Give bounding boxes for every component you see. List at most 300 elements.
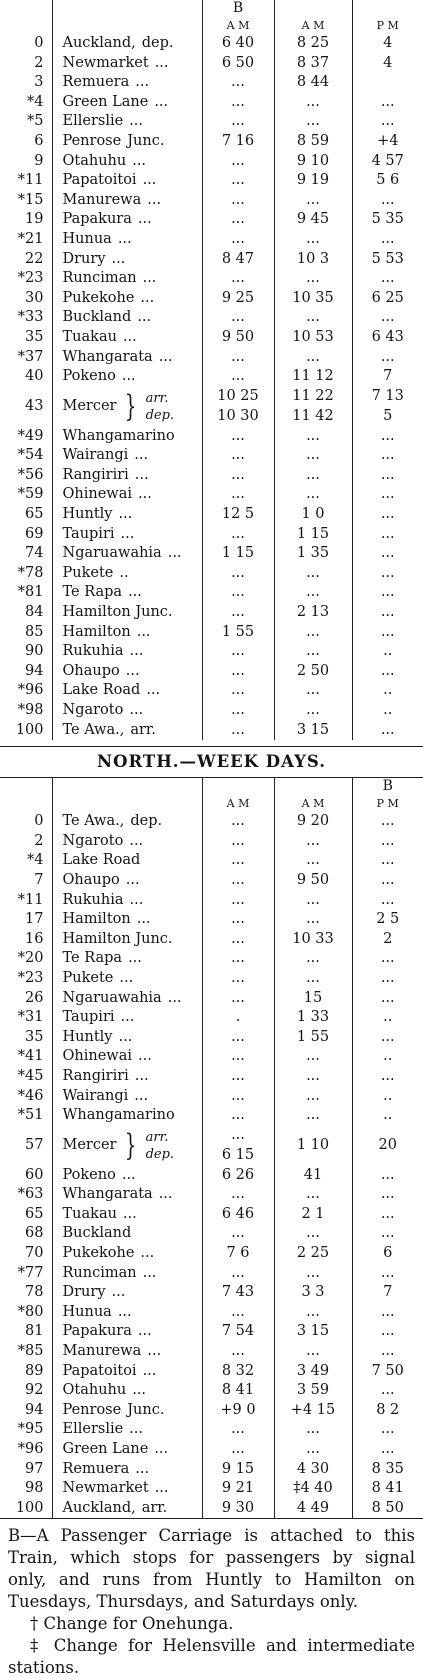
station-name: Hamilton <box>63 624 131 640</box>
time-col-2: 1 35 <box>274 544 352 564</box>
time-col-3: ... <box>352 308 423 328</box>
timetable-row <box>0 485 423 505</box>
mercer-time-col-1 <box>202 1126 274 1166</box>
station-cell <box>52 544 202 564</box>
time-col-3: ... <box>352 969 423 989</box>
time-col-1: ... <box>202 701 274 721</box>
mileage: 97 <box>0 1460 52 1480</box>
time-col-1: ... <box>202 989 274 1009</box>
station-suffix: ... <box>143 172 157 188</box>
time-col-1: 9 15 <box>202 1460 274 1480</box>
time-col-3: .. <box>352 642 423 662</box>
time-col-3: ... <box>352 1440 423 1460</box>
station-suffix: ... <box>147 1343 161 1359</box>
time-col-1: ... <box>202 969 274 989</box>
station-name: Hamilton Junc. <box>63 931 173 947</box>
station-cell <box>52 1499 202 1519</box>
station-cell <box>52 485 202 505</box>
time-col-1: ... <box>202 1047 274 1067</box>
mileage: 40 <box>0 367 52 387</box>
station-name: Drury <box>63 251 106 267</box>
station-suffix: ... <box>122 368 136 384</box>
mileage: 90 <box>0 642 52 662</box>
station-cell <box>52 583 202 603</box>
station-suffix: ... <box>137 309 151 325</box>
station-cell <box>52 1381 202 1401</box>
mercer-time-col-3 <box>352 1126 423 1166</box>
timetable-row <box>0 812 423 832</box>
mercer-time-col-1 <box>202 387 274 427</box>
timetable-row <box>0 93 423 113</box>
mileage: *15 <box>0 191 52 211</box>
time-col-3: 5 53 <box>352 250 423 270</box>
station-name: Buckland <box>63 1225 132 1241</box>
station-suffix: ... <box>138 1048 152 1064</box>
time-col-2: 9 50 <box>274 871 352 891</box>
station-cell <box>52 891 202 911</box>
time-col-3: ... <box>352 1166 423 1186</box>
time-col-1: 1 55 <box>202 623 274 643</box>
station-cell <box>52 230 202 250</box>
station-cell <box>52 250 202 270</box>
station-suffix: ... <box>119 970 133 986</box>
timetable-row <box>0 851 423 871</box>
mileage: 92 <box>0 1381 52 1401</box>
timetable-row <box>0 1067 423 1087</box>
station-cell <box>52 1264 202 1284</box>
mileage: 2 <box>0 832 52 852</box>
time-col-1: ... <box>202 427 274 447</box>
time-col-2: ... <box>274 1264 352 1284</box>
mercer-row <box>0 1126 423 1166</box>
time-col-3: .. <box>352 1008 423 1028</box>
station-suffix: ... <box>129 113 143 129</box>
station-cell <box>52 308 202 328</box>
station-cell <box>52 721 202 741</box>
station-cell <box>52 34 202 54</box>
time-col-3: 8 50 <box>352 1499 423 1519</box>
time-col-1: ... <box>202 485 274 505</box>
mileage: *11 <box>0 171 52 191</box>
mileage: *56 <box>0 466 52 486</box>
station-name: Pukekohe <box>63 1245 135 1261</box>
time-col-1: ... <box>202 930 274 950</box>
time-col-3: 4 <box>352 34 423 54</box>
time-col-1: ... <box>202 642 274 662</box>
station-cell <box>52 1479 202 1499</box>
time-col-3: ... <box>352 1205 423 1225</box>
mileage: 94 <box>0 662 52 682</box>
time-col-1: 6 40 <box>202 34 274 54</box>
timetable-row <box>0 348 423 368</box>
timetable-row <box>0 1460 423 1480</box>
station-suffix: ... <box>130 643 144 659</box>
station-cell <box>52 210 202 230</box>
time-col-1: ... <box>202 832 274 852</box>
time-col-3: ... <box>352 485 423 505</box>
north-header-am-2: A M <box>274 795 352 812</box>
time-col-3: ... <box>352 1342 423 1362</box>
time-col-2: ... <box>274 1420 352 1440</box>
mileage: *4 <box>0 851 52 871</box>
station-suffix: ... <box>135 74 149 90</box>
arr-time: 7 13 <box>353 387 423 407</box>
mileage: 9 <box>0 152 52 172</box>
station-name: Whangamarino <box>63 428 175 444</box>
time-col-3: ... <box>352 949 423 969</box>
station-name: Pukete <box>63 970 114 986</box>
time-col-3: ... <box>352 1224 423 1244</box>
station-cell <box>52 427 202 447</box>
south-flag-b: B <box>202 0 274 17</box>
station-cell <box>52 1303 202 1323</box>
station-cell <box>52 171 202 191</box>
station-suffix: Junc. <box>127 133 164 149</box>
timetable-row <box>0 230 423 250</box>
time-col-1: ... <box>202 1067 274 1087</box>
brace-glyph: } <box>124 392 135 422</box>
arr-time: 10 25 <box>203 387 274 407</box>
time-col-1: ... <box>202 191 274 211</box>
timetable-row <box>0 427 423 447</box>
time-col-2: 3 49 <box>274 1362 352 1382</box>
time-col-2: 2 50 <box>274 662 352 682</box>
time-col-2: ... <box>274 1106 352 1126</box>
time-col-1: ... <box>202 949 274 969</box>
station-suffix: ... <box>168 990 182 1006</box>
station-cell <box>52 1244 202 1264</box>
timetable-row <box>0 1166 423 1186</box>
south-flag-row <box>0 0 423 17</box>
time-col-2: ... <box>274 1185 352 1205</box>
time-col-1: . <box>202 1008 274 1028</box>
mileage: *33 <box>0 308 52 328</box>
station-name: Otahuhu <box>63 153 127 169</box>
station-cell <box>52 989 202 1009</box>
time-col-1: 9 25 <box>202 289 274 309</box>
timetable-row <box>0 701 423 721</box>
time-col-3: ... <box>352 544 423 564</box>
station-name: Ellerslie <box>63 1421 124 1437</box>
station-cell <box>52 1047 202 1067</box>
timetable-row <box>0 891 423 911</box>
station-cell <box>52 348 202 368</box>
station-cell <box>52 1087 202 1107</box>
mileage: *5 <box>0 112 52 132</box>
time-col-2: ... <box>274 1224 352 1244</box>
time-col-1: ... <box>202 210 274 230</box>
timetable-row <box>0 623 423 643</box>
station-suffix: ... <box>135 467 149 483</box>
timetable-row <box>0 1028 423 1048</box>
mileage: *77 <box>0 1264 52 1284</box>
time-col-2: ... <box>274 681 352 701</box>
mileage: 35 <box>0 1028 52 1048</box>
station-name: Mercer <box>63 1136 117 1156</box>
station-cell <box>52 1440 202 1460</box>
time-col-2: 8 25 <box>274 34 352 54</box>
mileage: 16 <box>0 930 52 950</box>
station-name: Taupiri <box>63 1009 115 1025</box>
time-col-2: ... <box>274 112 352 132</box>
mileage: *81 <box>0 583 52 603</box>
station-name: Newmarket <box>63 55 149 71</box>
station-name: Tuakau <box>63 329 117 345</box>
time-col-2: 2 13 <box>274 603 352 623</box>
timetable-row <box>0 832 423 852</box>
station-name: Runciman <box>63 1265 137 1281</box>
mileage: *21 <box>0 230 52 250</box>
timetable-row <box>0 1499 423 1519</box>
mileage: *80 <box>0 1303 52 1323</box>
time-col-2: ... <box>274 230 352 250</box>
mileage: 60 <box>0 1166 52 1186</box>
station-cell <box>52 1401 202 1421</box>
station-suffix: ... <box>159 349 173 365</box>
station-suffix: ... <box>159 1186 173 1202</box>
station-cell <box>52 1283 202 1303</box>
station-suffix: ... <box>112 1284 126 1300</box>
time-col-3: .. <box>352 1087 423 1107</box>
station-suffix: ... <box>122 1167 136 1183</box>
time-col-2: ... <box>274 583 352 603</box>
mileage: 65 <box>0 1205 52 1225</box>
mileage: *45 <box>0 1067 52 1087</box>
time-col-3: ... <box>352 564 423 584</box>
time-col-1: ... <box>202 851 274 871</box>
station-suffix: ... <box>132 153 146 169</box>
time-col-3: 8 41 <box>352 1479 423 1499</box>
timetable-row <box>0 367 423 387</box>
time-col-3: 5 6 <box>352 171 423 191</box>
station-cell <box>52 662 202 682</box>
timetable-row <box>0 250 423 270</box>
mileage: *51 <box>0 1106 52 1126</box>
time-col-1: ... <box>202 230 274 250</box>
station-name: Penrose <box>63 133 122 149</box>
station-name: Ohaupo <box>63 663 120 679</box>
timetable-row <box>0 1420 423 1440</box>
station-name: Te Awa., <box>63 722 125 738</box>
time-col-3: 2 5 <box>352 910 423 930</box>
timetable-row <box>0 1440 423 1460</box>
time-col-1: 7 54 <box>202 1322 274 1342</box>
station-suffix: ... <box>155 1480 169 1496</box>
station-name: Wairangi <box>63 1088 129 1104</box>
station-cell <box>52 1322 202 1342</box>
north-timetable <box>0 778 423 1518</box>
time-col-2: ... <box>274 485 352 505</box>
station-cell <box>52 701 202 721</box>
timetable-row <box>0 1479 423 1499</box>
time-col-1: ... <box>202 152 274 172</box>
mileage: 0 <box>0 812 52 832</box>
time-col-1: 7 16 <box>202 132 274 152</box>
station-name: Remuera <box>63 74 130 90</box>
station-cell <box>52 387 202 427</box>
timetable-row <box>0 544 423 564</box>
timetable-row <box>0 603 423 623</box>
station-name: Auckland, <box>63 35 136 51</box>
station-cell <box>52 1126 202 1166</box>
time-col-3: .. <box>352 681 423 701</box>
mileage: 6 <box>0 132 52 152</box>
timetable-row <box>0 930 423 950</box>
time-col-1: ... <box>202 812 274 832</box>
station-name: Papatoitoi <box>63 172 137 188</box>
station-suffix: ... <box>132 1382 146 1398</box>
time-col-3: ... <box>352 871 423 891</box>
time-col-3: ... <box>352 583 423 603</box>
station-cell <box>52 812 202 832</box>
mileage: 57 <box>0 1126 52 1166</box>
timetable-row <box>0 525 423 545</box>
timetable-row <box>0 662 423 682</box>
mileage: *49 <box>0 427 52 447</box>
time-col-3: ... <box>352 662 423 682</box>
station-name: Lake Road <box>63 682 141 698</box>
mileage: 69 <box>0 525 52 545</box>
station-cell <box>52 1008 202 1028</box>
mileage: *59 <box>0 485 52 505</box>
mileage: 2 <box>0 54 52 74</box>
mileage: *41 <box>0 1047 52 1067</box>
time-col-2: ‡4 40 <box>274 1479 352 1499</box>
time-col-1: 1 15 <box>202 544 274 564</box>
station-suffix: ... <box>112 251 126 267</box>
mileage: 85 <box>0 623 52 643</box>
station-name: Runciman <box>63 270 137 286</box>
dep-time: 11 42 <box>275 407 352 427</box>
brace-glyph: } <box>124 1131 135 1161</box>
time-col-1: ... <box>202 891 274 911</box>
timetable-row <box>0 1244 423 1264</box>
station-cell <box>52 1420 202 1440</box>
station-cell <box>52 367 202 387</box>
time-col-3: ... <box>352 1264 423 1284</box>
time-col-3: ... <box>352 1322 423 1342</box>
station-suffix: ... <box>118 231 132 247</box>
station-cell <box>52 191 202 211</box>
timetable-row <box>0 642 423 662</box>
station-suffix: ... <box>154 1441 168 1457</box>
time-col-1: ... <box>202 871 274 891</box>
time-col-1: ... <box>202 269 274 289</box>
mileage: 3 <box>0 73 52 93</box>
station-cell <box>52 152 202 172</box>
time-col-3: ... <box>352 623 423 643</box>
station-cell <box>52 564 202 584</box>
timetable-row <box>0 308 423 328</box>
mercer-row <box>0 387 423 427</box>
time-col-2: 11 12 <box>274 367 352 387</box>
time-col-3: ... <box>352 191 423 211</box>
station-suffix: ... <box>126 663 140 679</box>
time-col-1: ... <box>202 1303 274 1323</box>
time-col-3: 4 <box>352 54 423 74</box>
time-col-1: 8 47 <box>202 250 274 270</box>
station-name: Tuakau <box>63 1206 117 1222</box>
station-suffix: ... <box>155 55 169 71</box>
timetable-row <box>0 1401 423 1421</box>
mileage: *23 <box>0 269 52 289</box>
timetable-row <box>0 289 423 309</box>
station-cell <box>52 1028 202 1048</box>
timetable-row <box>0 446 423 466</box>
time-col-1: ... <box>202 171 274 191</box>
station-cell <box>52 328 202 348</box>
time-col-1: ... <box>202 1106 274 1126</box>
time-col-1: 8 41 <box>202 1381 274 1401</box>
south-header-am-1: A M <box>202 17 274 34</box>
time-col-2: 8 59 <box>274 132 352 152</box>
station-cell <box>52 1106 202 1126</box>
station-suffix: ... <box>135 1461 149 1477</box>
timetable-row <box>0 1381 423 1401</box>
timetable-row <box>0 1362 423 1382</box>
station-suffix: ... <box>138 1323 152 1339</box>
time-col-1: ... <box>202 681 274 701</box>
station-name: Ellerslie <box>63 113 124 129</box>
timetable-row <box>0 564 423 584</box>
timetable-row <box>0 1264 423 1284</box>
time-col-2: 3 15 <box>274 721 352 741</box>
station-suffix: ... <box>146 682 160 698</box>
time-col-3: 7 50 <box>352 1362 423 1382</box>
station-suffix: ... <box>123 1206 137 1222</box>
time-col-2: ... <box>274 1303 352 1323</box>
station-name: Hamilton <box>63 911 131 927</box>
station-name: Pokeno <box>63 1167 116 1183</box>
arr-time: 1 10 <box>275 1136 352 1156</box>
station-name: Hamilton Junc. <box>63 604 173 620</box>
station-cell <box>52 446 202 466</box>
time-col-1: 12 5 <box>202 505 274 525</box>
time-col-1: 6 50 <box>202 54 274 74</box>
station-name: Whangarata <box>63 349 153 365</box>
station-cell <box>52 1362 202 1382</box>
time-col-2: 8 44 <box>274 73 352 93</box>
station-name: Ngaroto <box>63 833 124 849</box>
time-col-1: ... <box>202 603 274 623</box>
time-col-2: 4 30 <box>274 1460 352 1480</box>
timetable-row <box>0 1106 423 1126</box>
mileage: *63 <box>0 1185 52 1205</box>
time-col-2: 1 15 <box>274 525 352 545</box>
time-col-1: ... <box>202 367 274 387</box>
time-col-3: ... <box>352 505 423 525</box>
time-col-2: ... <box>274 969 352 989</box>
station-suffix: ... <box>126 872 140 888</box>
arr-label: arr. <box>146 1129 174 1146</box>
time-col-3: ... <box>352 832 423 852</box>
timetable-row <box>0 1008 423 1028</box>
mileage: 100 <box>0 721 52 741</box>
station-name: Wairangi <box>63 447 129 463</box>
station-suffix: dep. <box>130 813 162 829</box>
station-suffix: ... <box>129 833 143 849</box>
timetable-row <box>0 328 423 348</box>
station-cell <box>52 1224 202 1244</box>
time-col-3: ... <box>352 1381 423 1401</box>
time-col-2: ... <box>274 269 352 289</box>
station-name: Whangarata <box>63 1186 153 1202</box>
station-name: Otahuhu <box>63 1382 127 1398</box>
footnote-dagger: † Change for Onehunga. <box>8 1613 415 1635</box>
station-name: Ngaroto <box>63 702 124 718</box>
time-col-1: 7 43 <box>202 1283 274 1303</box>
time-col-2: ... <box>274 949 352 969</box>
